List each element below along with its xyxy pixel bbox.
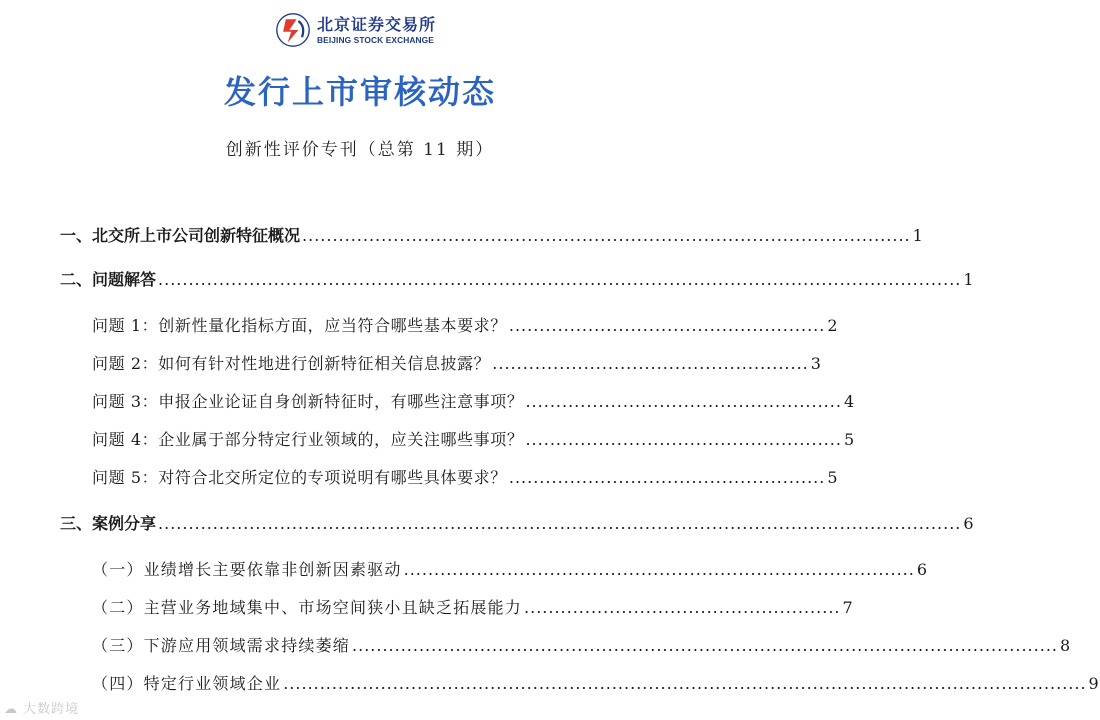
toc-entry-question-5[interactable]	[92, 466, 839, 490]
logo-chinese-name: 北京证券交易所	[317, 14, 437, 34]
toc-leader-dots: ....................................................................................	[403, 560, 915, 579]
toc-leader-dots: ....................................................................................................................................	[158, 514, 962, 533]
toc-page-number: 2	[827, 316, 839, 335]
watermark-icon: ☁	[4, 702, 24, 717]
toc-page-number: 4	[843, 392, 855, 411]
toc-entry-label: 问题 4：企业属于部分特定行业领域的，应关注哪些事项？	[92, 430, 524, 449]
page-subtitle: 创新性评价专刊（总第 11 期）	[225, 140, 495, 160]
toc-leader-dots: ....................................................................................................................................	[158, 270, 962, 289]
toc-entry-label: （一）业绩增长主要依靠非创新因素驱动	[92, 560, 402, 579]
toc-entry-case-3[interactable]	[92, 634, 1072, 658]
toc-leader-dots: ....................................................	[492, 354, 809, 373]
toc-entry-question-3[interactable]	[92, 390, 855, 414]
toc-entry-question-4[interactable]	[92, 428, 855, 452]
toc-entry-label: （三）下游应用领域需求持续萎缩	[92, 636, 351, 655]
toc-entry-label: 问题 2：如何有针对性地进行创新特征相关信息披露？	[92, 354, 491, 373]
toc-entry-question-2[interactable]	[92, 352, 822, 376]
toc-leader-dots: ....................................................................................................................	[352, 636, 1058, 655]
toc-page-number: 5	[827, 468, 839, 487]
toc-page-number: 6	[916, 560, 929, 579]
toc-page-number: 9	[1088, 674, 1100, 693]
toc-entry-section-2[interactable]	[60, 268, 974, 292]
toc-entry-label: 问题 1：创新性量化指标方面，应当符合哪些基本要求？	[92, 316, 507, 335]
toc-leader-dots: ....................................................	[525, 392, 842, 411]
toc-page-number: 1	[963, 270, 974, 289]
toc-entry-label: 问题 5：对符合北交所定位的专项说明有哪些具体要求？	[92, 468, 507, 487]
page-title: 发行上市审核动态	[223, 73, 496, 111]
toc-leader-dots: ....................................................................................................................................	[283, 674, 1087, 693]
toc-entry-case-2[interactable]	[92, 596, 854, 620]
toc-leader-dots: ....................................................................................................	[302, 226, 911, 245]
toc-page-number: 6	[963, 514, 974, 533]
toc-entry-label: 二、问题解答	[60, 270, 157, 289]
toc-page-number: 5	[843, 430, 855, 449]
toc-page-number: 3	[810, 354, 822, 373]
toc-page-number: 7	[842, 598, 854, 617]
toc-leader-dots: ....................................................	[525, 430, 842, 449]
toc-entry-case-4[interactable]	[92, 672, 1100, 696]
toc-leader-dots: ....................................................	[524, 598, 841, 617]
toc-entry-label: 一、北交所上市公司创新特征概况	[60, 226, 301, 245]
toc-entry-label: （四）特定行业领域企业	[92, 674, 282, 693]
toc-entry-question-1[interactable]	[92, 314, 839, 338]
toc-page-number: 8	[1059, 636, 1072, 655]
toc-entry-label: （二）主营业务地域集中、市场空间狭小且缺乏拓展能力	[92, 598, 523, 617]
toc-entry-label: 三、案例分享	[60, 514, 157, 533]
logo-english-name: BEIJING STOCK EXCHANGE	[317, 34, 434, 45]
toc-entry-case-1[interactable]	[92, 558, 929, 582]
watermark	[4, 698, 79, 717]
toc-entry-section-3[interactable]	[60, 512, 974, 536]
toc-page-number: 1	[912, 226, 923, 245]
watermark-text: 大数跨境	[23, 702, 80, 717]
toc-leader-dots: ....................................................	[508, 316, 826, 335]
toc-entry-section-1[interactable]	[60, 224, 923, 248]
toc-entry-label: 问题 3：申报企业论证自身创新特征时，有哪些注意事项？	[92, 392, 524, 411]
toc-leader-dots: ....................................................	[508, 468, 826, 487]
